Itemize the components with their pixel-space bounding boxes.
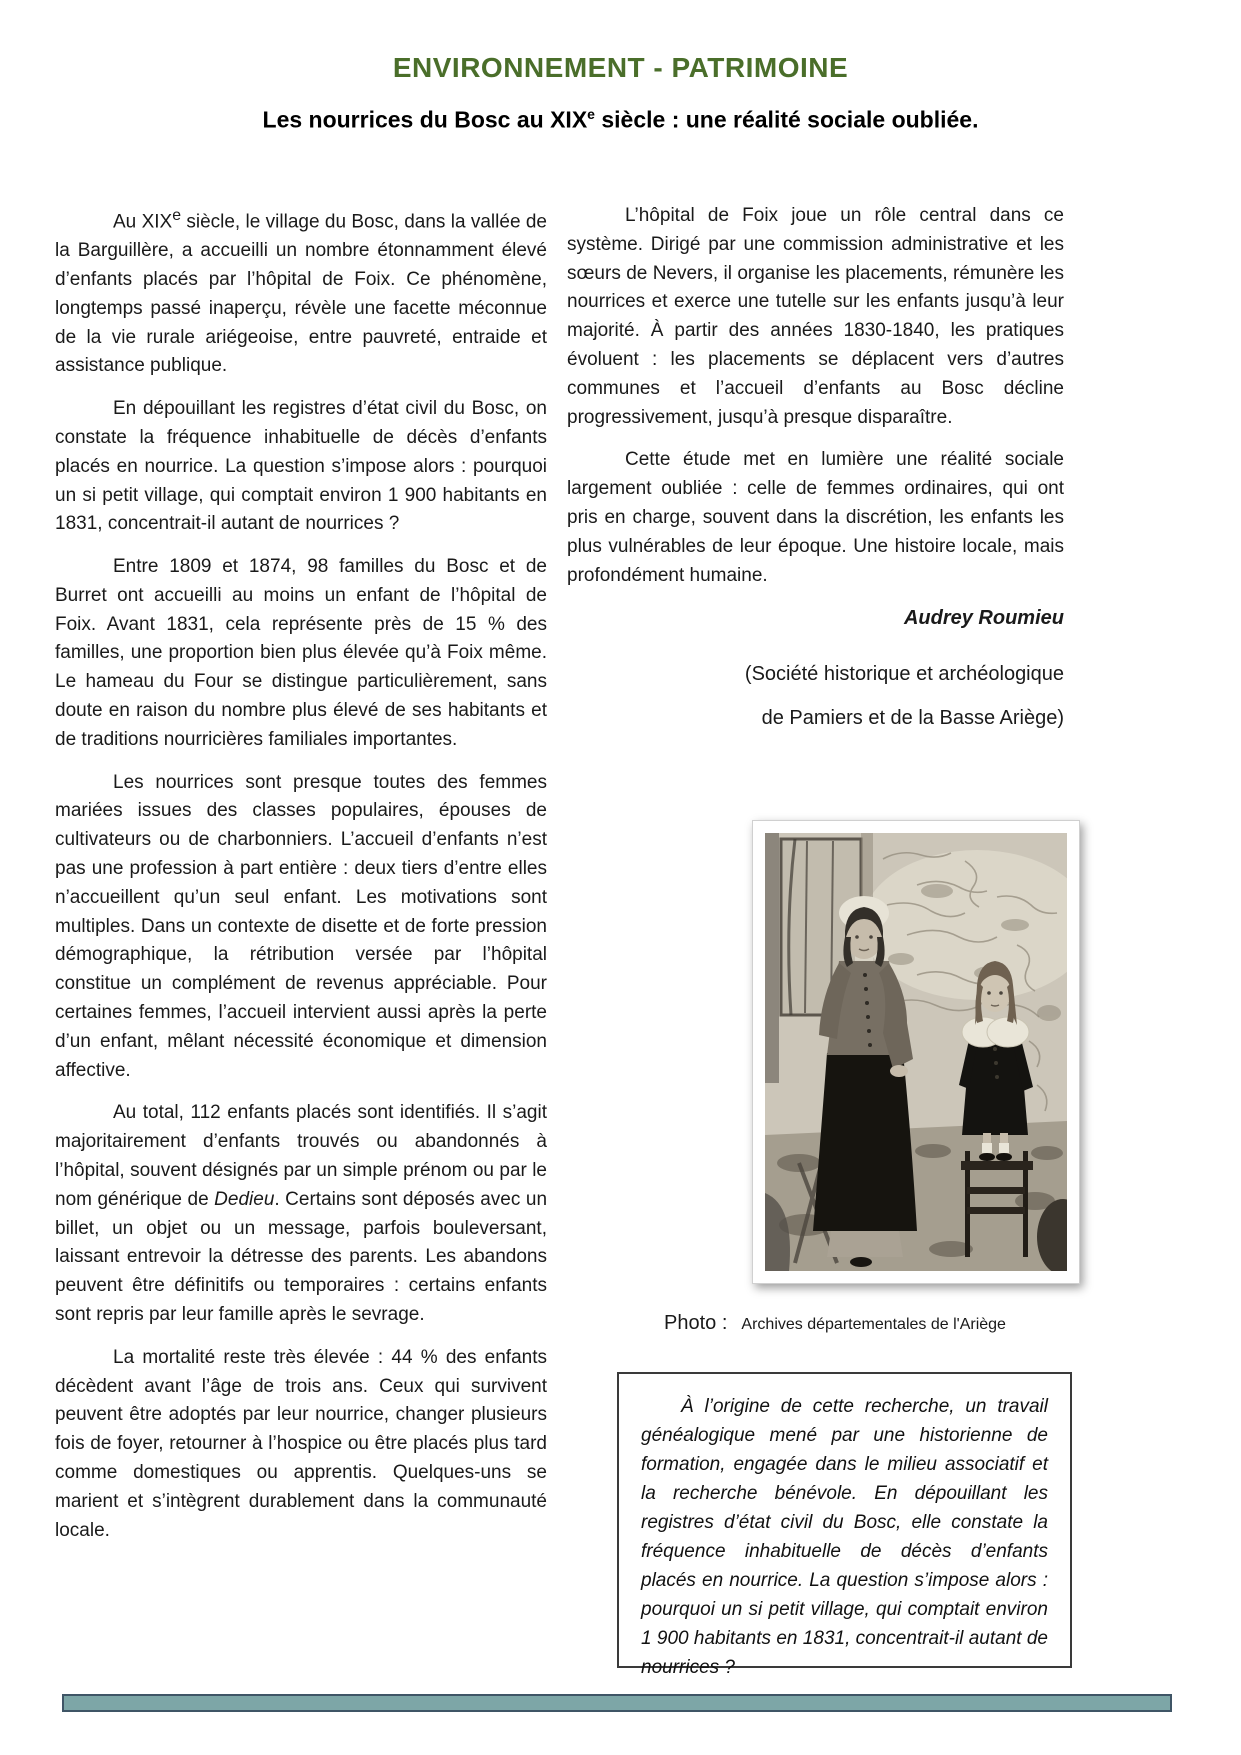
- body-paragraph-1: [55, 202, 547, 381]
- paragraph-fragment: siècle, le village du Bosc, dans la vallée de la Barguillère, a accueilli un nombre étonnamment élevé d’enfants placés par l’hôpital de Foix. Ce phénomène, longtemps passé inaperçu, révèle une facette méconnue de la vie rurale ariégeoise, entre pauvreté, entraide et assistance publique.: [55, 211, 547, 377]
- article-title-post: siècle : une réalité sociale oubliée.: [594, 106, 979, 133]
- photo-figure: [752, 820, 1080, 1284]
- article-title-superscript: e: [587, 106, 595, 122]
- article-title: [0, 106, 1241, 134]
- photo-caption-label: Photo :: [664, 1312, 728, 1334]
- footer-bar: [62, 1694, 1172, 1712]
- left-column: [55, 202, 547, 1559]
- photo-caption: [600, 1312, 1070, 1335]
- affiliation-line-1: (Société historique et archéologique: [744, 663, 1064, 686]
- paragraph-fragment: . Certains sont déposés avec un billet, un objet ou un message, parfois bouleversant, laissant entrevoir la détresse des parents. Les abandons peuvent être définitifs ou temporaires : certains enfants sont repris par leur famille après le sevrage.: [55, 1188, 548, 1326]
- article-title-pre: Les nourrices du Bosc au XIX: [262, 106, 588, 133]
- section-kicker: ENVIRONNEMENT - PATRIMOINE: [392, 52, 849, 83]
- body-paragraph-5: [55, 1099, 547, 1329]
- right-column: [567, 202, 1064, 747]
- body-paragraph-6: La mortalité reste très élevée : 44 % des enfants décèdent avant l’âge de trois ans. Ceux qui survivent peuvent être adoptés par leur nourrice, changer plusieurs fois de foyer, retourner à l’hospice ou être placés plus tard comme domestiques ou apprentis. Quelques-uns se marient et s’intègrent durablement dans la communauté locale.: [55, 1346, 547, 1541]
- affiliation-line-2: de Pamiers et de la Basse Ariège): [761, 707, 1064, 730]
- body-paragraph-3: Entre 1809 et 1874, 98 familles du Bosc et de Burret ont accueilli au moins un enfant de l’hôpital de Foix. Avant 1831, cela représente près de 15 % des familles, une proportion bien plus élevée qu’à Foix même. Le hameau du Four se distingue particulièrement, sans doute en raison du nombre plus élevé de ses habitants et de traditions nourricières familiales importantes.: [55, 556, 547, 750]
- author-affiliation: [567, 659, 1064, 733]
- callout-box: [617, 1372, 1072, 1678]
- body-paragraph-8: Cette étude met en lumière une réalité sociale largement oubliée : celle de femmes ordinaires, qui ont pris en charge, souvent dans la discrétion, les enfants les plus vulnérables de leur époque. Une histoire locale, mais profondément humaine.: [567, 449, 1064, 586]
- century-superscript: e: [172, 207, 182, 224]
- nurse-photo-illustration: [765, 833, 1067, 1271]
- callout-text: À l’origine de cette recherche, un travail généalogique mené par une historienne de formation, engagée dans le milieu associatif et la recherche bénévole. En dépouillant les registres d’état civil du Bosc, elle constate la fréquence inhabituelle de décès d’enfants placés en nourrice. La question s’impose alors : pourquoi un si petit village, qui comptait environ 1 900 habitants en 1831, concentrait-il autant de nourrices ?: [641, 1396, 1048, 1678]
- body-paragraph-7: L’hôpital de Foix joue un rôle central dans ce système. Dirigé par une commission administrative et les sœurs de Nevers, il organise les placements, rémunère les nourrices et exerce une tutelle sur les enfants jusqu’à leur majorité. À partir des années 1830-1840, les pratiques évoluent : les placements se déplacent vers d’autres communes et l’accueil d’enfants au Bosc décline progressivement, jusqu’à presque disparaître.: [567, 205, 1064, 428]
- author-name: Audrey Roumieu: [903, 607, 1064, 630]
- photo-caption-credit: Archives départementales de l'Ariège: [741, 1316, 1006, 1333]
- paragraph-fragment: Au total, 112 enfants placés sont identifiés. Il s’agit majoritairement d’enfants trouvés ou abandonnés à l’hôpital, souvent désignés par un simple prénom ou par le nom générique de: [55, 1102, 547, 1210]
- proper-name-italic: Dedieu: [214, 1188, 275, 1210]
- body-paragraph-2: En dépouillant les registres d’état civil du Bosc, on constate la fréquence inhabituelle de décès d’enfants placés en nourrice. La question s’impose alors : pourquoi un si petit village, qui comptait environ 1 900 habitants en 1831, concentrait-il autant de nourrices ?: [55, 398, 547, 535]
- body-paragraph-4: Les nourrices sont presque toutes des femmes mariées issues des classes populaires, épouses de cultivateurs ou de charbonniers. L’accueil d’enfants n’est pas une profession à part entière : deux tiers d’entre elles n’accueillent qu’un seul enfant. Les motivations sont multiples. Dans un contexte de disette et de forte pression démographique, la rétribution versée par l’hôpital constitue un complément de revenus appréciable. Pour certaines femmes, l’accueil intervient aussi après la perte d’un enfant, mêlant nécessité économique et dimension affective.: [55, 771, 547, 1081]
- paragraph-fragment: Au XIX: [113, 211, 173, 233]
